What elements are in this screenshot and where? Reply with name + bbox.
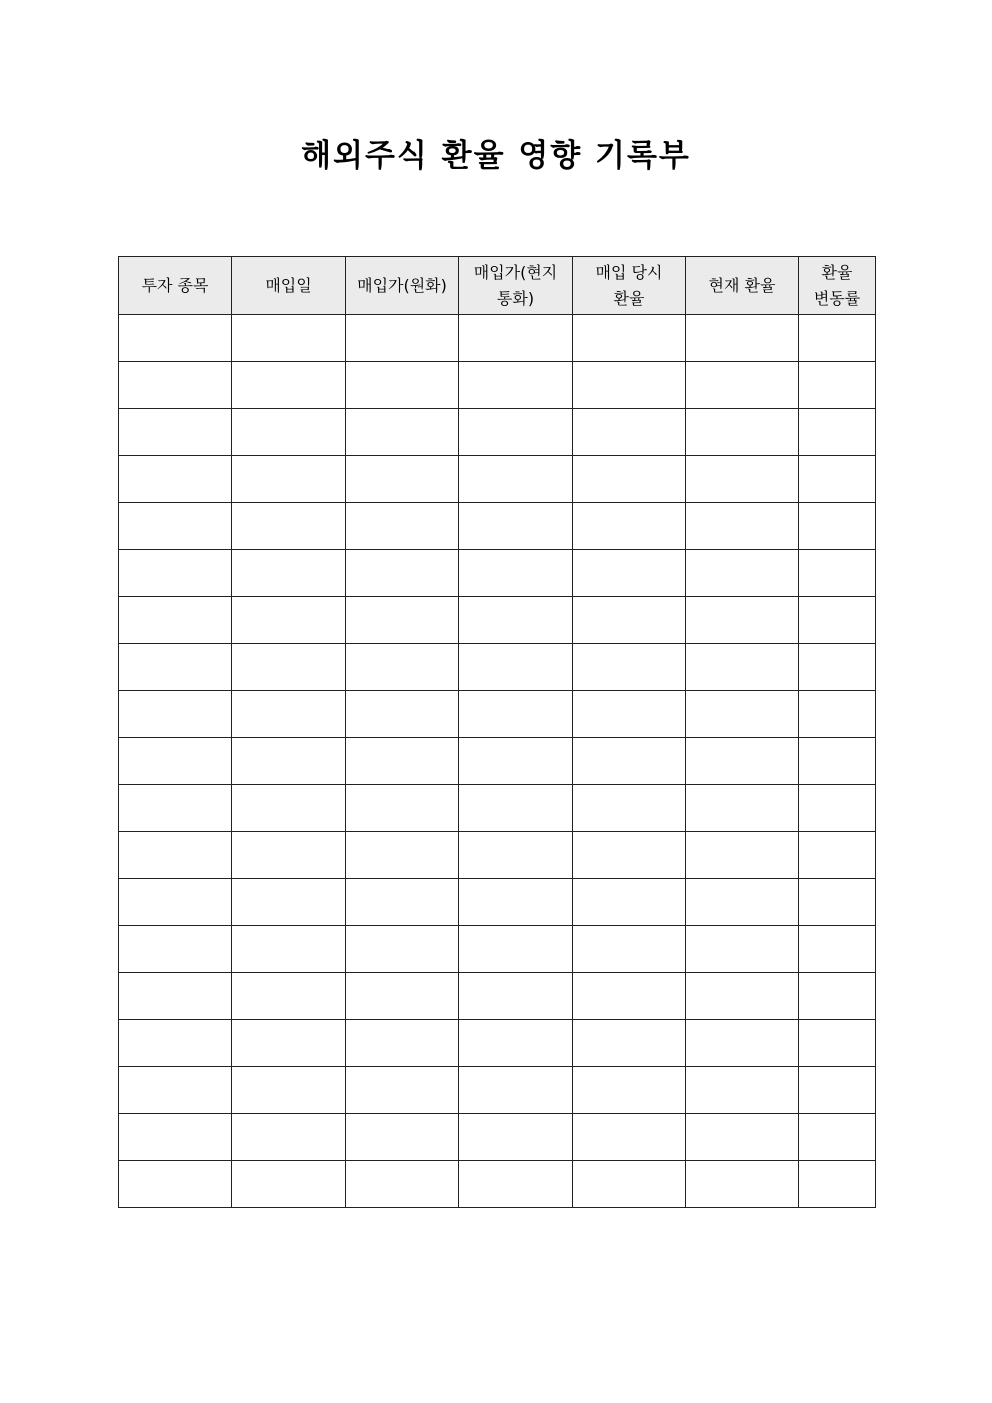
table-cell-stock[interactable] bbox=[119, 879, 232, 926]
column-header-current-rate bbox=[686, 257, 799, 315]
table-cell-buy-price-krw[interactable] bbox=[346, 315, 459, 362]
table-cell-buy-date[interactable] bbox=[232, 1020, 346, 1067]
table-cell-buy-price-krw[interactable] bbox=[346, 644, 459, 691]
table-cell-buy-date[interactable] bbox=[232, 1114, 346, 1161]
table-cell-rate-change[interactable] bbox=[799, 362, 876, 409]
table-cell-buy-price-krw[interactable] bbox=[346, 1067, 459, 1114]
table-cell-rate-change[interactable] bbox=[799, 315, 876, 362]
table-row bbox=[119, 973, 876, 1020]
table-cell-buy-price-local[interactable] bbox=[459, 456, 573, 503]
table-cell-rate-change[interactable] bbox=[799, 832, 876, 879]
table-cell-rate-at-buy[interactable] bbox=[573, 1067, 686, 1114]
table-cell-buy-date[interactable] bbox=[232, 879, 346, 926]
table-cell-stock[interactable] bbox=[119, 503, 232, 550]
table-cell-rate-at-buy[interactable] bbox=[573, 1161, 686, 1208]
table-cell-buy-date[interactable] bbox=[232, 1161, 346, 1208]
table-cell-rate-change[interactable] bbox=[799, 1114, 876, 1161]
fx-impact-ledger-table bbox=[118, 256, 876, 1208]
table-cell-current-rate[interactable] bbox=[686, 456, 799, 503]
table-cell-stock[interactable] bbox=[119, 1114, 232, 1161]
table-cell-rate-at-buy[interactable] bbox=[573, 550, 686, 597]
table-row bbox=[119, 1114, 876, 1161]
column-header-line: 환율 bbox=[821, 262, 853, 282]
table-cell-current-rate[interactable] bbox=[686, 879, 799, 926]
table-cell-rate-change[interactable] bbox=[799, 503, 876, 550]
table-row bbox=[119, 503, 876, 550]
table-cell-rate-change[interactable] bbox=[799, 597, 876, 644]
table-cell-current-rate[interactable] bbox=[686, 926, 799, 973]
table-cell-current-rate[interactable] bbox=[686, 1067, 799, 1114]
table-cell-buy-date[interactable] bbox=[232, 832, 346, 879]
table-cell-rate-change[interactable] bbox=[799, 926, 876, 973]
table-cell-buy-price-local[interactable] bbox=[459, 644, 573, 691]
table-cell-buy-price-krw[interactable] bbox=[346, 503, 459, 550]
table-cell-buy-price-krw[interactable] bbox=[346, 1161, 459, 1208]
table-cell-buy-date[interactable] bbox=[232, 738, 346, 785]
table-cell-buy-price-krw[interactable] bbox=[346, 973, 459, 1020]
table-cell-buy-price-krw[interactable] bbox=[346, 550, 459, 597]
page-title: 해외주식 환율 영향 기록부 bbox=[301, 138, 691, 174]
table-cell-rate-at-buy[interactable] bbox=[573, 456, 686, 503]
table-row bbox=[119, 362, 876, 409]
table-cell-rate-at-buy[interactable] bbox=[573, 644, 686, 691]
table-cell-rate-at-buy[interactable] bbox=[573, 691, 686, 738]
column-header-rate-change bbox=[799, 257, 876, 315]
table-cell-buy-price-krw[interactable] bbox=[346, 456, 459, 503]
table-cell-current-rate[interactable] bbox=[686, 1161, 799, 1208]
table-cell-rate-at-buy[interactable] bbox=[573, 738, 686, 785]
table-cell-stock[interactable] bbox=[119, 973, 232, 1020]
table-cell-buy-price-local[interactable] bbox=[459, 879, 573, 926]
table-cell-stock[interactable] bbox=[119, 315, 232, 362]
header-row bbox=[119, 257, 876, 315]
table-row bbox=[119, 691, 876, 738]
table-cell-buy-date[interactable] bbox=[232, 503, 346, 550]
table-cell-rate-change[interactable] bbox=[799, 1161, 876, 1208]
column-header-buy-price-local bbox=[459, 257, 573, 315]
table-cell-stock[interactable] bbox=[119, 1020, 232, 1067]
table-cell-buy-price-local[interactable] bbox=[459, 1067, 573, 1114]
table-cell-buy-price-local[interactable] bbox=[459, 503, 573, 550]
table-cell-buy-price-krw[interactable] bbox=[346, 926, 459, 973]
column-header-stock bbox=[119, 257, 232, 315]
table-cell-rate-at-buy[interactable] bbox=[573, 362, 686, 409]
column-header-buy-date bbox=[232, 257, 346, 315]
table-cell-stock[interactable] bbox=[119, 1067, 232, 1114]
table-cell-buy-price-local[interactable] bbox=[459, 597, 573, 644]
table-cell-stock[interactable] bbox=[119, 409, 232, 456]
table-cell-buy-price-local[interactable] bbox=[459, 1161, 573, 1208]
table-cell-buy-price-krw[interactable] bbox=[346, 1114, 459, 1161]
table-cell-current-rate[interactable] bbox=[686, 691, 799, 738]
table-cell-buy-price-local[interactable] bbox=[459, 1020, 573, 1067]
table-cell-buy-date[interactable] bbox=[232, 362, 346, 409]
table-cell-buy-price-krw[interactable] bbox=[346, 597, 459, 644]
table-cell-rate-at-buy[interactable] bbox=[573, 1020, 686, 1067]
table-row bbox=[119, 644, 876, 691]
table-cell-stock[interactable] bbox=[119, 362, 232, 409]
table-row bbox=[119, 1067, 876, 1114]
table-row bbox=[119, 879, 876, 926]
table-cell-current-rate[interactable] bbox=[686, 503, 799, 550]
table-row bbox=[119, 738, 876, 785]
table-cell-buy-date[interactable] bbox=[232, 973, 346, 1020]
table-cell-buy-price-krw[interactable] bbox=[346, 738, 459, 785]
table-cell-rate-at-buy[interactable] bbox=[573, 926, 686, 973]
table-row bbox=[119, 926, 876, 973]
column-header-line: 매입일 bbox=[265, 275, 312, 295]
table-cell-buy-date[interactable] bbox=[232, 785, 346, 832]
table-cell-buy-price-local[interactable] bbox=[459, 550, 573, 597]
table-row bbox=[119, 409, 876, 456]
table-body bbox=[119, 315, 876, 1208]
table-cell-rate-change[interactable] bbox=[799, 456, 876, 503]
table-row bbox=[119, 315, 876, 362]
table-cell-buy-price-krw[interactable] bbox=[346, 785, 459, 832]
table-cell-stock[interactable] bbox=[119, 926, 232, 973]
table-cell-current-rate[interactable] bbox=[686, 409, 799, 456]
column-header-line: 통화) bbox=[496, 288, 535, 308]
table-cell-rate-at-buy[interactable] bbox=[573, 879, 686, 926]
table-cell-buy-date[interactable] bbox=[232, 550, 346, 597]
table-cell-current-rate[interactable] bbox=[686, 738, 799, 785]
table-cell-buy-price-local[interactable] bbox=[459, 926, 573, 973]
table-cell-current-rate[interactable] bbox=[686, 1114, 799, 1161]
table-cell-buy-date[interactable] bbox=[232, 409, 346, 456]
table-cell-stock[interactable] bbox=[119, 785, 232, 832]
table-cell-rate-change[interactable] bbox=[799, 1067, 876, 1114]
table-cell-buy-price-local[interactable] bbox=[459, 362, 573, 409]
table-cell-current-rate[interactable] bbox=[686, 362, 799, 409]
table-row bbox=[119, 1161, 876, 1208]
table-cell-rate-change[interactable] bbox=[799, 1020, 876, 1067]
table-cell-stock[interactable] bbox=[119, 738, 232, 785]
table-cell-rate-change[interactable] bbox=[799, 973, 876, 1020]
table-cell-buy-date[interactable] bbox=[232, 1067, 346, 1114]
column-header-line: 변동률 bbox=[813, 288, 861, 308]
table-cell-current-rate[interactable] bbox=[686, 785, 799, 832]
table-row bbox=[119, 832, 876, 879]
table-cell-stock[interactable] bbox=[119, 644, 232, 691]
table-cell-stock[interactable] bbox=[119, 832, 232, 879]
table-cell-rate-at-buy[interactable] bbox=[573, 503, 686, 550]
table-cell-rate-at-buy[interactable] bbox=[573, 315, 686, 362]
table-cell-rate-at-buy[interactable] bbox=[573, 409, 686, 456]
table-cell-current-rate[interactable] bbox=[686, 973, 799, 1020]
table-cell-buy-date[interactable] bbox=[232, 926, 346, 973]
table-cell-buy-date[interactable] bbox=[232, 597, 346, 644]
table-cell-stock[interactable] bbox=[119, 597, 232, 644]
table-cell-buy-price-local[interactable] bbox=[459, 409, 573, 456]
table-row bbox=[119, 456, 876, 503]
table-cell-buy-price-krw[interactable] bbox=[346, 832, 459, 879]
table-cell-rate-at-buy[interactable] bbox=[573, 597, 686, 644]
table-cell-buy-date[interactable] bbox=[232, 691, 346, 738]
table-cell-current-rate[interactable] bbox=[686, 832, 799, 879]
column-header-line: 현재 환율 bbox=[708, 275, 776, 295]
table-cell-current-rate[interactable] bbox=[686, 315, 799, 362]
table-cell-buy-date[interactable] bbox=[232, 315, 346, 362]
column-header-rate-at-buy bbox=[573, 257, 686, 315]
table-cell-stock[interactable] bbox=[119, 550, 232, 597]
table-cell-buy-price-krw[interactable] bbox=[346, 691, 459, 738]
column-header-line: 투자 종목 bbox=[141, 275, 209, 295]
table-cell-buy-price-local[interactable] bbox=[459, 691, 573, 738]
table-cell-current-rate[interactable] bbox=[686, 550, 799, 597]
table-row bbox=[119, 785, 876, 832]
table-cell-buy-price-local[interactable] bbox=[459, 315, 573, 362]
table-cell-rate-at-buy[interactable] bbox=[573, 1114, 686, 1161]
table-cell-rate-change[interactable] bbox=[799, 409, 876, 456]
column-header-line: 매입가(원화) bbox=[357, 275, 447, 295]
table-cell-stock[interactable] bbox=[119, 691, 232, 738]
table-cell-buy-date[interactable] bbox=[232, 456, 346, 503]
table-cell-buy-price-krw[interactable] bbox=[346, 362, 459, 409]
table-cell-rate-change[interactable] bbox=[799, 738, 876, 785]
table-cell-rate-change[interactable] bbox=[799, 550, 876, 597]
table-cell-stock[interactable] bbox=[119, 1161, 232, 1208]
table-cell-stock[interactable] bbox=[119, 456, 232, 503]
table-row bbox=[119, 1020, 876, 1067]
table-cell-rate-change[interactable] bbox=[799, 691, 876, 738]
column-header-line: 매입 당시 bbox=[595, 262, 663, 282]
column-header-line: 매입가(현지 bbox=[473, 262, 558, 282]
table-cell-buy-date[interactable] bbox=[232, 644, 346, 691]
table-cell-current-rate[interactable] bbox=[686, 644, 799, 691]
table-cell-buy-price-local[interactable] bbox=[459, 785, 573, 832]
table-cell-rate-at-buy[interactable] bbox=[573, 785, 686, 832]
table-cell-rate-at-buy[interactable] bbox=[573, 973, 686, 1020]
table-cell-buy-price-krw[interactable] bbox=[346, 409, 459, 456]
column-header-buy-price-krw bbox=[346, 257, 459, 315]
table-cell-buy-price-local[interactable] bbox=[459, 1114, 573, 1161]
table-cell-buy-price-local[interactable] bbox=[459, 973, 573, 1020]
table-cell-rate-change[interactable] bbox=[799, 644, 876, 691]
table-cell-rate-change[interactable] bbox=[799, 785, 876, 832]
table-cell-buy-price-local[interactable] bbox=[459, 738, 573, 785]
table-cell-current-rate[interactable] bbox=[686, 1020, 799, 1067]
table-header bbox=[119, 257, 876, 315]
table-cell-buy-price-krw[interactable] bbox=[346, 1020, 459, 1067]
table-cell-rate-change[interactable] bbox=[799, 879, 876, 926]
table-cell-buy-price-local[interactable] bbox=[459, 832, 573, 879]
table-cell-current-rate[interactable] bbox=[686, 597, 799, 644]
column-header-line: 환율 bbox=[613, 288, 645, 308]
table-row bbox=[119, 550, 876, 597]
table-cell-buy-price-krw[interactable] bbox=[346, 879, 459, 926]
table-row bbox=[119, 597, 876, 644]
table-cell-rate-at-buy[interactable] bbox=[573, 832, 686, 879]
